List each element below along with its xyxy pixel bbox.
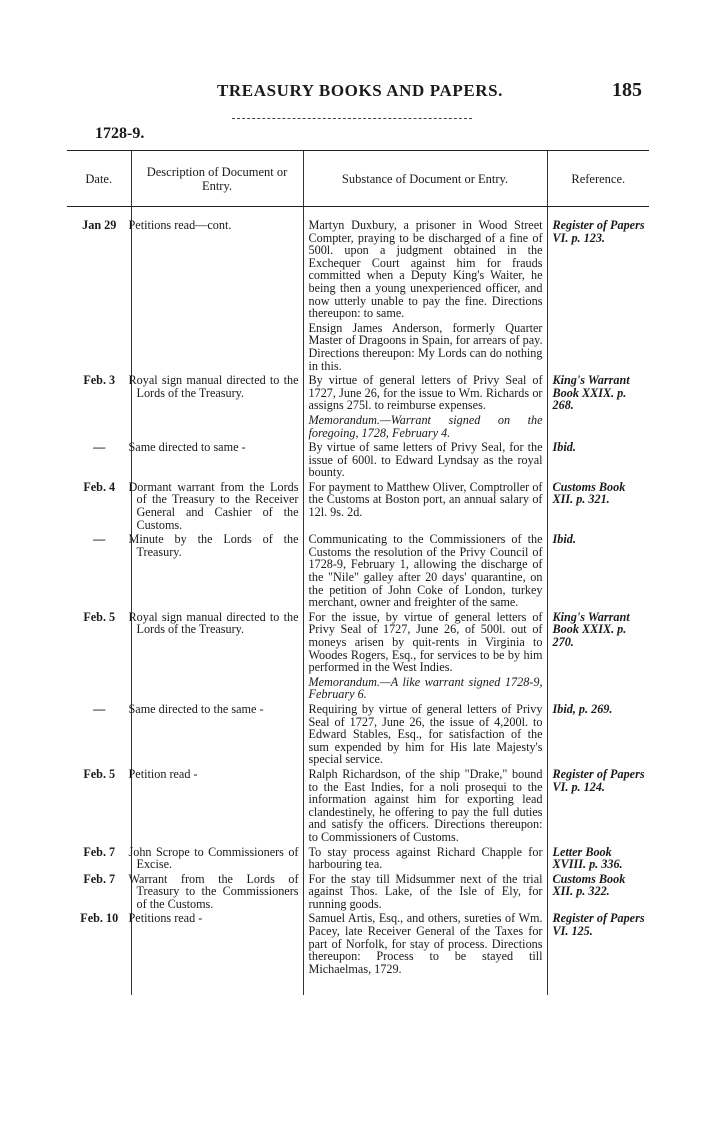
entry-substance: For payment to Matthew Oliver, Comptroller of the Customs at Boston port, an annual salary of 12l. 9s. 2d. [303, 481, 547, 533]
entry-date: Feb. 4 [83, 479, 116, 494]
entry-reference: Register of Papers VI. p. 124. [547, 768, 649, 846]
entry-date: Feb. 3 [83, 373, 116, 388]
table-row [67, 374, 649, 414]
entry-date: Feb. 5 [83, 766, 116, 781]
entry-memorandum: Memorandum.—Warrant signed on the foregoing, 1728, February 4. [303, 414, 547, 441]
entry-date [67, 322, 131, 374]
entry-description: Royal sign manual directed to the Lords of the Treasury. [131, 374, 303, 414]
entry-substance: Communicating to the Commissioners of the Customs the resolution of the Privy Council of 1728-9, February 1, allowing the discharge of the "Nile" galley after 20 days' quarantine, on the petition of John Coke of London, turkey merchant, owner and freighter of the same. [303, 533, 547, 611]
entry-reference: Register of Papers VI. p. 123. [547, 219, 649, 322]
entry-date: — [93, 440, 106, 455]
entry-substance: Ralph Richardson, of the ship "Drake," bound to the East Indies, for a noli prosequi to the information against him for exporting lead clandestinely, he offering to pay the full duties and satisfy the officers. Directions thereupon: to Commissioners of Customs. [303, 768, 547, 846]
table-row [67, 481, 649, 533]
entry-description: Minute by the Lords of the Treasury. [131, 533, 303, 611]
entry-reference: Customs Book XII. p. 321. [547, 481, 649, 533]
entry-reference: Ibid, p. 269. [547, 703, 649, 768]
entry-description: Petitions read - [131, 912, 303, 977]
entry-reference [547, 414, 649, 441]
entry-reference [547, 676, 649, 703]
entry-description: John Scrope to Commissioners of Excise. [131, 846, 303, 873]
entry-reference: King's Warrant Book XXIX. p. 268. [547, 374, 649, 414]
table-row [67, 676, 649, 703]
table-row [67, 768, 649, 846]
table-row [67, 441, 649, 481]
entry-substance: By virtue of same letters of Privy Seal, for the issue of 600l. to Edward Lyndsay as the royal bounty. [303, 441, 547, 481]
running-title: TREASURY BOOKS AND PAPERS. [216, 81, 504, 100]
column-header-substance: Substance of Document or Entry. [303, 151, 547, 207]
title-divider [232, 118, 472, 119]
column-header-date: Date. [67, 151, 131, 207]
entry-description [131, 414, 303, 441]
column-header-reference: Reference. [547, 151, 649, 207]
entry-date: Feb. 10 [80, 911, 119, 926]
table-row [67, 322, 649, 374]
entry-description: Same directed to the same - [131, 703, 303, 768]
table-header-row [67, 151, 649, 207]
entry-substance: Samuel Artis, Esq., and others, sureties of Wm. Pacey, late Receiver General of the Taxes for part of Norfolk, for stay of process. Directions thereupon: Process to be stayed till Michaelmas, 1729. [303, 912, 547, 977]
entry-description: Dormant warrant from the Lords of the Treasury to the Receiver General and Cashier of the Customs. [131, 481, 303, 533]
entry-substance: Martyn Duxbury, a prisoner in Wood Street Compter, praying to be discharged of a fine of 500l. upon a judgment obtained in the Exchequer Court against him for frauds committed when a Deputy King's Waiter, he being then a young unexperienced officer, and now utterly unable to pay the fine. Directions thereupon: to same. [303, 219, 547, 322]
entry-reference: Ibid. [547, 533, 649, 611]
table-row [67, 846, 649, 873]
entry-description: Royal sign manual directed to the Lords of the Treasury. [131, 611, 303, 676]
table-row [67, 912, 649, 977]
column-header-description: Description of Document or Entry. [131, 151, 303, 207]
entry-date: Jan 29 [82, 218, 117, 232]
entry-date [67, 414, 131, 441]
entry-description [131, 676, 303, 703]
entry-substance: To stay process against Richard Chapple for harbouring tea. [303, 846, 547, 873]
table-row [67, 219, 649, 322]
column-rule-ends [67, 977, 649, 995]
year-heading: 1728-9. [95, 125, 145, 142]
entries-table [67, 150, 649, 995]
table-row [67, 703, 649, 768]
table-row [67, 533, 649, 611]
entry-reference: Register of Papers VI. 125. [547, 912, 649, 977]
entry-date [67, 676, 131, 703]
entry-reference: Customs Book XII. p. 322. [547, 873, 649, 913]
entry-substance: For the issue, by virtue of general letters of Privy Seal of 1727, June 26, of 500l. out of moneys arisen by quit-rents in Virginia to Woodes Rogers, Esq., for services to be by him performed in the West Indies. [303, 611, 547, 676]
entry-substance: For the stay till Midsummer next of the trial against Thos. Lake, of the Isle of Ely, for running goods. [303, 873, 547, 913]
table-row [67, 873, 649, 913]
entry-date: Feb. 7 [83, 844, 116, 859]
entry-substance: By virtue of general letters of Privy Seal of 1727, June 26, for the issue to Wm. Richards or assigns 275l. to reimburse expenses. [303, 374, 547, 414]
table-row [67, 414, 649, 441]
entry-memorandum: Memorandum.—A like warrant signed 1728-9, February 6. [303, 676, 547, 703]
entry-substance: Ensign James Anderson, formerly Quarter Master of Dragoons in Spain, for arrears of pay. Directions thereupon: My Lords can do nothing in this. [303, 322, 547, 374]
table-row [67, 611, 649, 676]
entry-reference: King's Warrant Book XXIX. p. 270. [547, 611, 649, 676]
entry-reference [547, 322, 649, 374]
entry-description: Petition read - [131, 768, 303, 846]
entry-description: Same directed to same - [131, 441, 303, 481]
entry-date: — [93, 701, 106, 716]
entry-description: Warrant from the Lords of Treasury to the Commissioners of the Customs. [131, 873, 303, 913]
page-number: 185 [612, 79, 642, 101]
entry-date: Feb. 5 [83, 609, 116, 624]
entry-description: Petitions read—cont. [131, 219, 303, 322]
entry-date: Feb. 7 [83, 871, 116, 886]
entry-substance: Requiring by virtue of general letters of Privy Seal of 1727, June 26, the issue of 4,200l. to Edward Stables, Esq., for satisfaction of the sum expended by him for His late Majesty's special service. [303, 703, 547, 768]
entry-date: — [93, 532, 106, 547]
entry-reference: Letter Book XVIII. p. 336. [547, 846, 649, 873]
entry-reference: Ibid. [547, 441, 649, 481]
entry-description [131, 322, 303, 374]
